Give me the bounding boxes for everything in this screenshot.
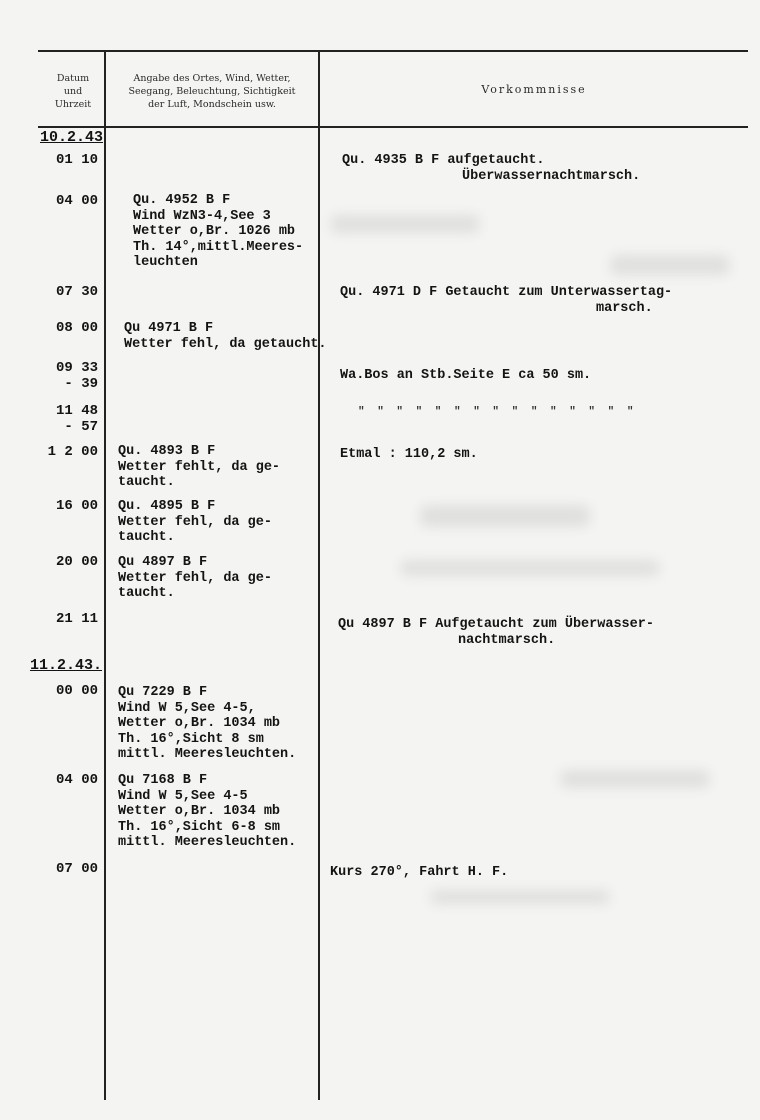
- time-entry: 20 00: [55, 554, 98, 570]
- time-entry: 04 00: [55, 772, 98, 788]
- header-date-column: Datum und Uhrzeit: [54, 73, 92, 110]
- time-entry: 07 30: [55, 284, 98, 300]
- header-events-column: Vorkommnisse: [481, 83, 587, 96]
- col-divider-1: [104, 50, 106, 1100]
- time-entry: 07 00: [55, 861, 98, 877]
- time-entry: 1 2 00: [47, 444, 98, 460]
- event-entry: Kurs 270°, Fahrt H. F.: [330, 865, 509, 880]
- time-entry: 01 10: [55, 152, 98, 168]
- time-entry: 21 11: [55, 611, 98, 627]
- event-entry: Qu. 4935 B F aufgetaucht. Überwassernachtmarsch.: [342, 153, 641, 184]
- ditto-marks: " " " " " " " " " " " " " " ": [358, 406, 637, 418]
- time-entry: 11 48 - 57: [55, 403, 98, 435]
- time-entry: 09 33 - 39: [55, 360, 98, 392]
- location-entry: Qu 4971 B F Wetter fehl, da getaucht.: [124, 321, 327, 352]
- date-10-2-43: 10.2.43: [40, 129, 104, 146]
- location-entry: Qu. 4893 B F Wetter fehlt, da ge- taucht.: [118, 444, 281, 490]
- location-entry: Qu 7229 B F Wind W 5,See 4-5, Wetter o,Br. 1034 mb Th. 16°,Sicht 8 sm mittl. Meeresleuchten.: [118, 685, 297, 762]
- event-entry: Wa.Bos an Stb.Seite E ca 50 sm.: [340, 368, 592, 383]
- event-entry: Qu 4897 B F Aufgetaucht zum Überwasser- nachtmarsch.: [338, 617, 654, 648]
- location-entry: Qu. 4895 B F Wetter fehl, da ge- taucht.: [118, 499, 272, 545]
- time-entry: 00 00: [55, 683, 98, 699]
- header-rule: [38, 126, 748, 128]
- time-entry: 16 00: [55, 498, 98, 514]
- date-11-2-43: 11.2.43.: [30, 657, 103, 674]
- event-entry: Qu. 4971 D F Getaucht zum Unterwassertag- marsch.: [340, 285, 673, 316]
- location-entry: Qu 4897 B F Wetter fehl, da ge- taucht.: [118, 555, 272, 601]
- header-location-column: Angabe des Ortes, Wind, Wetter, Seegang, Beleuchtung, Sichtigkeit der Luft, Mondschein usw.: [128, 73, 296, 110]
- event-entry: Etmal : 110,2 sm.: [340, 447, 478, 462]
- location-entry: Qu. 4952 B F Wind WzN3-4,See 3 Wetter o,Br. 1026 mb Th. 14°,mittl.Meeres- leuchten: [133, 193, 304, 270]
- time-entry: 04 00: [55, 193, 98, 209]
- top-rule: [38, 50, 748, 52]
- location-entry: Qu 7168 B F Wind W 5,See 4-5 Wetter o,Br. 1034 mb Th. 16°,Sicht 6-8 sm mittl. Meeresleuchten.: [118, 773, 297, 850]
- time-entry: 08 00: [55, 320, 98, 336]
